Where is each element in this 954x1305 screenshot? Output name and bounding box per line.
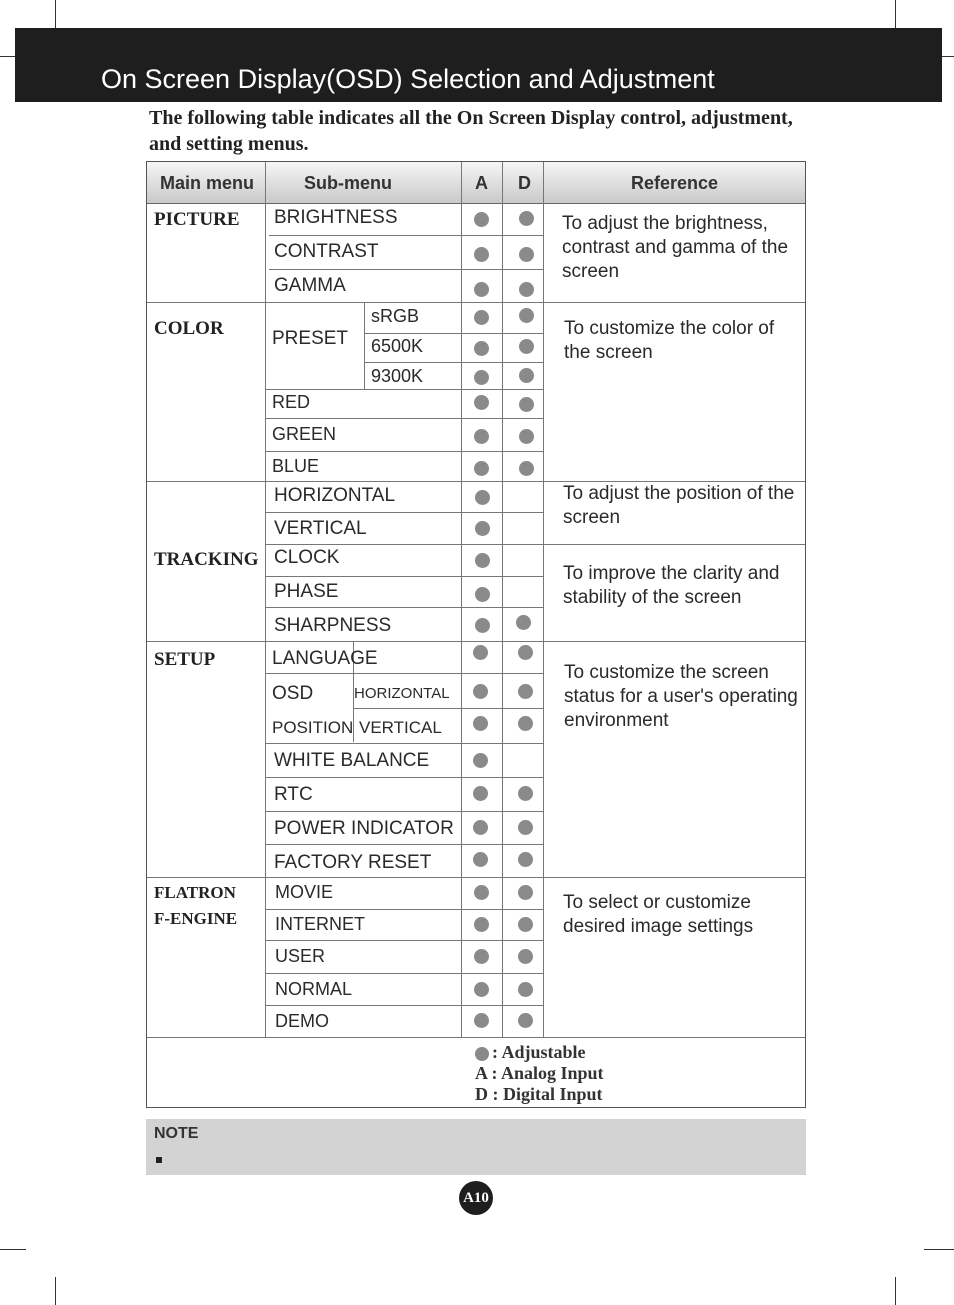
adjustable-dot-analog	[473, 645, 488, 660]
adjustable-dot-analog	[475, 587, 490, 602]
bullet-icon	[156, 1157, 162, 1163]
adjustable-dot-digital	[518, 786, 533, 801]
crop-mark	[942, 56, 954, 57]
note-box	[146, 1119, 806, 1175]
divider	[364, 333, 543, 334]
reference-text: To customize the color of the screen	[564, 318, 775, 363]
divider	[269, 269, 543, 270]
divider	[364, 362, 543, 363]
adjustable-dot-digital	[519, 247, 534, 262]
submenu-item: NORMAL	[275, 979, 353, 999]
main-menu-color: COLOR	[154, 318, 224, 339]
divider	[266, 1005, 543, 1006]
divider	[266, 607, 543, 608]
adjustable-dot-digital	[518, 1013, 533, 1028]
submenu-item: BRIGHTNESS	[274, 207, 398, 228]
crop-mark	[55, 0, 56, 28]
adjustable-dot-analog	[474, 885, 489, 900]
adjustable-dot-digital	[518, 820, 533, 835]
divider	[543, 544, 805, 545]
divider	[147, 1037, 805, 1038]
divider	[269, 235, 543, 236]
adjustable-dot-digital	[519, 282, 534, 297]
adjustable-dot-analog	[475, 618, 490, 633]
divider	[266, 544, 543, 545]
page-number: A10	[459, 1181, 493, 1215]
osd-position-option: HORIZONTAL	[354, 685, 450, 702]
main-menu-tracking: TRACKING	[154, 549, 259, 570]
reference-text: To adjust the position of the screen	[563, 483, 795, 528]
adjustable-dot-analog	[474, 395, 489, 410]
divider	[265, 162, 266, 1037]
adjustable-dot-digital	[518, 885, 533, 900]
divider	[266, 389, 543, 390]
adjustable-dot-analog	[474, 1013, 489, 1028]
divider	[461, 162, 462, 1037]
adjustable-dot-analog	[474, 282, 489, 297]
submenu-item: USER	[275, 946, 326, 966]
adjustable-dot-analog	[474, 461, 489, 476]
reference-text: To customize the screen status for a user's operating environment	[564, 662, 798, 731]
divider	[266, 576, 543, 577]
reference-text: To select or customize desired image settings	[563, 892, 754, 937]
adjustable-dot-digital	[519, 308, 534, 323]
adjustable-dot-digital	[519, 397, 534, 412]
divider	[147, 302, 805, 303]
divider	[266, 673, 543, 674]
crop-mark	[0, 56, 15, 57]
submenu-item: PHASE	[274, 581, 339, 602]
adjustable-dot-analog	[475, 553, 490, 568]
crop-mark	[924, 1249, 954, 1250]
adjustable-dot-analog	[474, 310, 489, 325]
intro-text: The following table indicates all the On Screen Display control, adjustment, and setting menus.	[149, 107, 793, 155]
main-menu-picture: PICTURE	[154, 209, 240, 230]
preset-option: 9300K	[371, 366, 424, 386]
divider	[266, 743, 543, 744]
legend	[475, 1042, 604, 1105]
adjustable-dot-analog	[474, 212, 489, 227]
adjustable-dot-analog	[474, 341, 489, 356]
preset-option: 6500K	[371, 336, 424, 356]
adjustable-dot-analog	[473, 852, 488, 867]
adjustable-dot-digital	[519, 429, 534, 444]
divider	[353, 708, 543, 709]
main-menu-flatron: FLATRON	[154, 883, 236, 902]
adjustable-dot-digital	[518, 684, 533, 699]
legend-adjustable-label: : Adjustable	[492, 1042, 586, 1062]
divider	[266, 451, 543, 452]
preset-option: sRGB	[371, 306, 420, 326]
submenu-item: VERTICAL	[274, 518, 367, 539]
crop-mark	[0, 1249, 26, 1250]
divider	[147, 641, 805, 642]
submenu-item: MOVIE	[275, 882, 334, 902]
crop-mark	[55, 1277, 56, 1305]
divider	[266, 909, 543, 910]
submenu-language: LANGUAGE	[272, 648, 378, 669]
table-header	[147, 162, 805, 204]
main-menu-f-engine: F-ENGINE	[154, 909, 238, 928]
submenu-item: DEMO	[275, 1011, 329, 1031]
submenu-item: CONTRAST	[274, 241, 379, 262]
divider	[543, 162, 544, 1037]
adjustable-dot-digital	[516, 615, 531, 630]
note-title: NOTE	[154, 1125, 199, 1142]
divider	[266, 844, 543, 845]
main-menu-setup: SETUP	[154, 649, 216, 670]
divider	[502, 162, 503, 1037]
header-digital: D	[518, 173, 531, 193]
submenu-preset: PRESET	[272, 328, 349, 349]
adjustable-dot-analog	[473, 786, 488, 801]
adjustable-dot-analog	[475, 490, 490, 505]
reference-text: To improve the clarity and stability of the screen	[563, 563, 780, 608]
adjustable-dot-digital	[518, 982, 533, 997]
adjustable-dot-analog	[474, 370, 489, 385]
adjustable-dot-analog	[474, 949, 489, 964]
reference-text: To adjust the brightness, contrast and gamma of the screen	[562, 213, 789, 282]
legend-analog: A : Analog Input	[475, 1063, 604, 1083]
submenu-item: RED	[272, 392, 311, 412]
adjustable-dot-analog	[473, 820, 488, 835]
submenu-item: RTC	[274, 784, 313, 805]
submenu-item: FACTORY RESET	[274, 852, 432, 873]
adjustable-dot-analog	[475, 521, 490, 536]
divider	[266, 777, 543, 778]
header-analog: A	[475, 173, 488, 193]
submenu-item: HORIZONTAL	[274, 485, 396, 506]
adjustable-dot-analog	[474, 247, 489, 262]
adjustable-dot-analog	[473, 684, 488, 699]
submenu-item: POWER INDICATOR	[274, 818, 454, 839]
divider	[266, 940, 543, 941]
divider	[266, 512, 543, 513]
adjustable-dot-digital	[518, 716, 533, 731]
adjustable-dot-digital	[518, 852, 533, 867]
submenu-item: WHITE BALANCE	[274, 750, 430, 771]
submenu-item: SHARPNESS	[274, 615, 392, 636]
adjustable-dot-analog	[474, 917, 489, 932]
adjustable-dot-digital	[518, 949, 533, 964]
crop-mark	[895, 0, 896, 28]
submenu-osd: OSD	[272, 683, 314, 704]
header-sub-menu: Sub-menu	[304, 173, 392, 193]
divider	[147, 877, 805, 878]
adjustable-dot-analog	[474, 982, 489, 997]
divider	[266, 973, 543, 974]
adjustable-dot-digital	[519, 339, 534, 354]
legend-adjustable	[475, 1042, 604, 1063]
adjustable-dot-analog	[473, 753, 488, 768]
adjustable-dot-analog	[474, 429, 489, 444]
divider	[266, 418, 543, 419]
header-reference: Reference	[631, 173, 719, 193]
adjustable-dot-analog	[473, 716, 488, 731]
osd-position-option: VERTICAL	[359, 718, 442, 737]
submenu-position: POSITION	[272, 718, 354, 737]
adjustable-dot-digital	[519, 368, 534, 383]
adjustable-dot-digital	[518, 917, 533, 932]
title-banner	[15, 28, 942, 102]
crop-mark	[895, 1277, 896, 1305]
submenu-item: CLOCK	[274, 547, 340, 568]
adjustable-dot-digital	[518, 645, 533, 660]
submenu-item: GREEN	[272, 424, 337, 444]
divider	[266, 811, 543, 812]
submenu-item: BLUE	[272, 456, 320, 476]
header-main-menu: Main menu	[160, 173, 255, 193]
adjustable-dot-digital	[519, 461, 534, 476]
adjustable-dot-icon	[475, 1047, 489, 1061]
adjustable-dot-digital	[519, 211, 534, 226]
submenu-item: GAMMA	[274, 275, 346, 296]
legend-digital: D : Digital Input	[475, 1084, 603, 1104]
page-title: On Screen Display(OSD) Selection and Adjustment	[101, 64, 715, 94]
submenu-item: INTERNET	[275, 914, 365, 934]
divider	[364, 303, 365, 389]
osd-menu-table	[146, 161, 806, 1108]
